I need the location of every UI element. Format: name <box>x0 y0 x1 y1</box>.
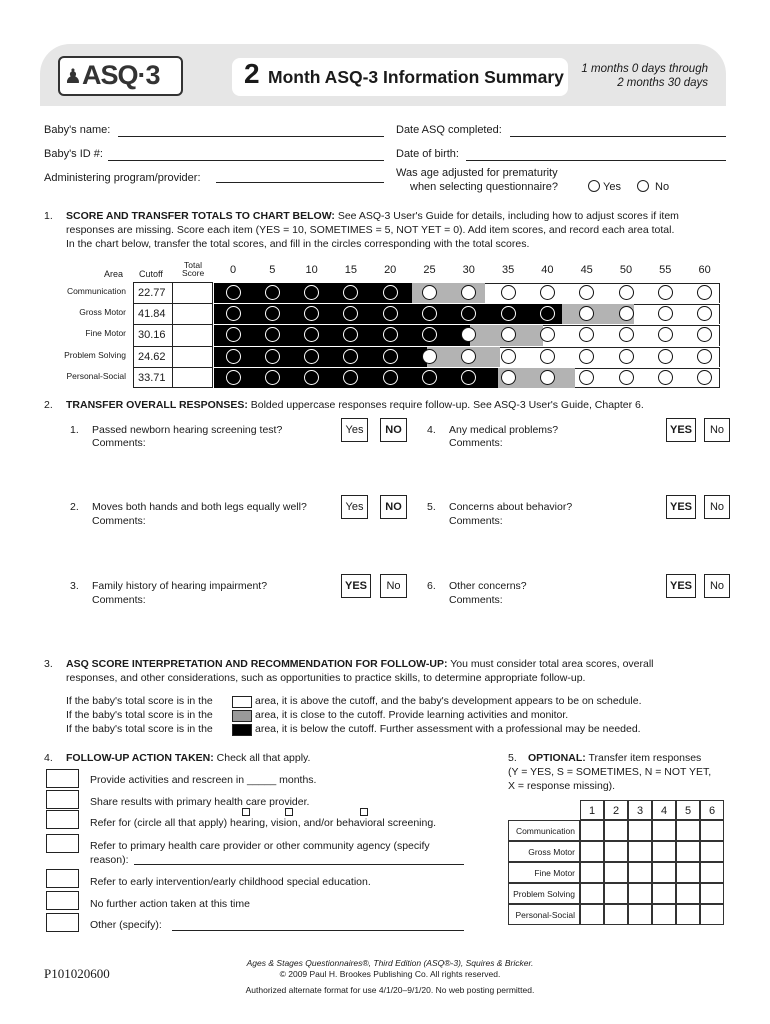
age-range-line2: 2 months 30 days <box>617 77 708 89</box>
scale-label-10: 10 <box>305 264 318 276</box>
score-chart <box>0 0 770 400</box>
q6-number: 6. <box>427 580 436 592</box>
q6-no-box[interactable]: No <box>704 574 730 598</box>
section4-intro <box>66 752 310 766</box>
grid-cell-problem-solving-6[interactable] <box>700 883 724 904</box>
interp-gray-lead: If the baby's total score is in the <box>66 709 213 721</box>
q1-text: Passed newborn hearing screening test? <box>92 424 283 436</box>
grid-cell-problem-solving-4[interactable] <box>652 883 676 904</box>
family-icon: ♟ <box>64 66 82 88</box>
score-circle-communication-35[interactable] <box>501 285 516 300</box>
grid-cell-fine-motor-6[interactable] <box>700 862 724 883</box>
q1-yes-box[interactable]: Yes <box>341 418 368 442</box>
score-circle-problem-solving-5[interactable] <box>265 349 280 364</box>
cutoff-cell-fine-motor: 30.16 <box>133 324 173 345</box>
grid-cell-personal-social-4[interactable] <box>652 904 676 925</box>
action-early-intervention-label: Refer to early intervention/early childhood special education. <box>90 876 371 888</box>
score-circle-gross-motor-55[interactable] <box>658 306 673 321</box>
grid-cell-personal-social-5[interactable] <box>676 904 700 925</box>
vision-checkbox[interactable] <box>285 808 293 816</box>
grid-cell-communication-5[interactable] <box>676 820 700 841</box>
action-refer-provider-label: Refer to primary health care provider or other community agency (specify <box>90 840 430 852</box>
score-circle-personal-social-55[interactable] <box>658 370 673 385</box>
area-label-problem-solving: Problem Solving <box>64 349 126 360</box>
score-circle-personal-social-60[interactable] <box>697 370 712 385</box>
score-circle-personal-social-50[interactable] <box>619 370 634 385</box>
section1-line1: See ASQ-3 User's Guide for details, including how to adjust scores if item <box>337 210 679 222</box>
score-circle-communication-5[interactable] <box>265 285 280 300</box>
section4-heading: FOLLOW-UP ACTION TAKEN: <box>66 752 214 764</box>
above-cutoff-zone-communication <box>485 283 720 303</box>
behavioral-checkbox[interactable] <box>360 808 368 816</box>
score-circle-communication-20[interactable] <box>383 285 398 300</box>
interp-black-text: area, it is below the cutoff. Further assessment with a professional may be needed. <box>255 723 641 735</box>
section2-heading: TRANSFER OVERALL RESPONSES: <box>66 399 248 411</box>
grid-col-header-6: 6 <box>700 800 724 820</box>
col-total-1: Total <box>184 260 202 270</box>
grid-row-label-problem-solving: Problem Solving <box>508 883 580 904</box>
grid-col-header-3: 3 <box>628 800 652 820</box>
action-none-label: No further action taken at this time <box>90 898 250 910</box>
score-circle-communication-50[interactable] <box>619 285 634 300</box>
q6-text: Other concerns? <box>449 580 527 592</box>
score-circle-problem-solving-40[interactable] <box>540 349 555 364</box>
q4-no-box[interactable]: No <box>704 418 730 442</box>
action-refer-provider-checkbox[interactable] <box>46 834 79 853</box>
section2-number: 2. <box>44 399 53 411</box>
score-circle-fine-motor-0[interactable] <box>226 327 241 342</box>
area-label-fine-motor: Fine Motor <box>85 328 126 339</box>
prematurity-yes-label: Yes <box>603 181 621 193</box>
black-zone-swatch <box>232 724 252 736</box>
score-circle-personal-social-30[interactable] <box>461 370 476 385</box>
score-circle-problem-solving-25[interactable] <box>422 349 437 364</box>
grid-cell-problem-solving-3[interactable] <box>628 883 652 904</box>
footer-line1: Ages & Stages Questionnaires®, Third Edition (ASQ®-3), Squires & Bricker. <box>246 958 534 968</box>
babys-name-label: Baby's name: <box>44 124 111 136</box>
grid-cell-gross-motor-1[interactable] <box>580 841 604 862</box>
grid-cell-gross-motor-6[interactable] <box>700 841 724 862</box>
scale-label-40: 40 <box>541 264 554 276</box>
total-score-cell-personal-social[interactable] <box>173 367 213 388</box>
prematurity-no-label: No <box>655 181 670 193</box>
score-circle-problem-solving-55[interactable] <box>658 349 673 364</box>
grid-cell-communication-3[interactable] <box>628 820 652 841</box>
total-score-cell-problem-solving[interactable] <box>173 346 213 367</box>
hearing-checkbox[interactable] <box>242 808 250 816</box>
q2-yes-box[interactable]: Yes <box>341 495 368 519</box>
provider-label: Administering program/provider: <box>44 172 201 184</box>
section5-number: 5. <box>508 752 517 764</box>
area-label-personal-social: Personal-Social <box>66 370 126 381</box>
grid-cell-fine-motor-3[interactable] <box>628 862 652 883</box>
form-code: P101020600 <box>44 966 110 981</box>
area-label-gross-motor: Gross Motor <box>79 307 126 318</box>
score-circle-personal-social-5[interactable] <box>265 370 280 385</box>
q1-no-box[interactable]: NO <box>380 418 407 442</box>
score-circle-problem-solving-0[interactable] <box>226 349 241 364</box>
scale-label-25: 25 <box>423 264 436 276</box>
score-circle-fine-motor-20[interactable] <box>383 327 398 342</box>
scale-label-60: 60 <box>698 264 711 276</box>
q2-comments: Comments: <box>92 515 146 527</box>
score-circle-gross-motor-0[interactable] <box>226 306 241 321</box>
refer-reason-field[interactable] <box>134 864 464 865</box>
section1-line3: In the chart below, transfer the total scores, and fill in the circles corresponding with the total scores. <box>66 238 530 250</box>
grid-row-label-fine-motor: Fine Motor <box>508 862 580 883</box>
scale-label-15: 15 <box>344 264 358 276</box>
score-circle-problem-solving-30[interactable] <box>461 349 476 364</box>
section3-line2: responses, and other considerations, such as opportunities to practice skills, to determine appropriate follow-up. <box>66 672 586 684</box>
section5-intro <box>528 752 701 766</box>
q6-yes-box[interactable]: YES <box>666 574 696 598</box>
section1-heading: SCORE AND TRANSFER TOTALS TO CHART BELOW: <box>66 210 335 222</box>
q6-comments: Comments: <box>449 594 503 606</box>
q3-no-box[interactable]: No <box>380 574 407 598</box>
total-score-cell-fine-motor[interactable] <box>173 324 213 345</box>
section3-intro <box>66 658 654 672</box>
grid-cell-personal-social-2[interactable] <box>604 904 628 925</box>
white-zone-swatch <box>232 696 252 708</box>
score-circle-problem-solving-45[interactable] <box>579 349 594 364</box>
cutoff-cell-problem-solving: 24.62 <box>133 346 173 367</box>
grid-cell-fine-motor-1[interactable] <box>580 862 604 883</box>
scale-label-0: 0 <box>229 264 237 276</box>
interp-gray-text: area, it is close to the cutoff. Provide learning activities and monitor. <box>255 709 569 721</box>
q1-comments: Comments: <box>92 437 146 449</box>
grid-col-header-1: 1 <box>580 800 604 820</box>
grid-col-header-2: 2 <box>604 800 628 820</box>
q4-yes-box[interactable]: YES <box>666 418 696 442</box>
section5-heading: OPTIONAL: <box>528 752 586 764</box>
total-score-cell-gross-motor[interactable] <box>173 303 213 324</box>
babys-id-label: Baby's ID #: <box>44 148 103 160</box>
grid-cell-communication-2[interactable] <box>604 820 628 841</box>
q4-text: Any medical problems? <box>449 424 559 436</box>
interp-white-text: area, it is above the cutoff, and the baby's development appears to be on schedule. <box>255 695 642 707</box>
q1-number: 1. <box>70 424 79 436</box>
grid-cell-fine-motor-5[interactable] <box>676 862 700 883</box>
grid-cell-fine-motor-2[interactable] <box>604 862 628 883</box>
section5-line2: (Y = YES, S = SOMETIMES, N = NOT YET, <box>508 766 712 778</box>
gray-zone-swatch <box>232 710 252 722</box>
logo-text: ASQ·3 <box>82 60 160 90</box>
section3-number: 3. <box>44 658 53 670</box>
grid-cell-fine-motor-4[interactable] <box>652 862 676 883</box>
section5-line3: X = response missing). <box>508 780 616 792</box>
score-circle-problem-solving-15[interactable] <box>343 349 358 364</box>
action-refer-screening-label: Refer for (circle all that apply) hearing, vision, and/or behavioral screening. <box>90 817 437 829</box>
grid-cell-communication-4[interactable] <box>652 820 676 841</box>
footer-line3: Authorized alternate format for use 4/1/20–9/1/20. No web posting permitted. <box>245 985 535 995</box>
score-circle-gross-motor-5[interactable] <box>265 306 280 321</box>
grid-cell-problem-solving-2[interactable] <box>604 883 628 904</box>
grid-col-header-4: 4 <box>652 800 676 820</box>
q5-comments: Comments: <box>449 515 503 527</box>
action-share-label: Share results with primary health care provider. <box>90 796 310 808</box>
scale-label-30: 30 <box>462 264 475 276</box>
q5-no-box[interactable]: No <box>704 495 730 519</box>
score-circle-personal-social-20[interactable] <box>383 370 398 385</box>
interp-white-lead: If the baby's total score is in the <box>66 695 213 707</box>
score-circle-gross-motor-50[interactable] <box>619 306 634 321</box>
section3-rest: You must consider total area scores, overall <box>450 658 654 670</box>
scale-label-5: 5 <box>269 264 276 276</box>
grid-cell-gross-motor-3[interactable] <box>628 841 652 862</box>
above-cutoff-zone-problem-solving <box>500 347 720 367</box>
score-circle-problem-solving-10[interactable] <box>304 349 319 364</box>
action-refer-screening-checkbox[interactable] <box>46 810 79 829</box>
section4-rest: Check all that apply. <box>216 752 311 764</box>
prematurity-question-1: Was age adjusted for prematurity <box>396 167 558 179</box>
grid-cell-gross-motor-5[interactable] <box>676 841 700 862</box>
score-circle-communication-60[interactable] <box>697 285 712 300</box>
score-circle-communication-0[interactable] <box>226 285 241 300</box>
col-total-2: Score <box>182 268 205 278</box>
title-number: 2 <box>244 58 260 89</box>
section5-rest: Transfer item responses <box>588 752 702 764</box>
grid-cell-problem-solving-5[interactable] <box>676 883 700 904</box>
action-other-label: Other (specify): <box>90 919 162 931</box>
q5-yes-box[interactable]: YES <box>666 495 696 519</box>
score-circle-fine-motor-35[interactable] <box>501 327 516 342</box>
score-circle-communication-40[interactable] <box>540 285 555 300</box>
other-specify-field[interactable] <box>172 930 464 931</box>
action-early-intervention-checkbox[interactable] <box>46 869 79 888</box>
score-circle-communication-55[interactable] <box>658 285 673 300</box>
area-label-communication: Communication <box>66 286 126 296</box>
action-none-checkbox[interactable] <box>46 891 79 910</box>
q2-number: 2. <box>70 501 79 513</box>
grid-cell-problem-solving-1[interactable] <box>580 883 604 904</box>
q3-yes-box[interactable]: YES <box>341 574 371 598</box>
section1-number: 1. <box>44 210 53 222</box>
score-circle-gross-motor-40[interactable] <box>540 306 555 321</box>
score-circle-problem-solving-50[interactable] <box>619 349 634 364</box>
action-refer-reason-label: reason): <box>90 854 129 866</box>
section4-number: 4. <box>44 752 53 764</box>
item-response-grid <box>508 800 726 926</box>
prematurity-question-2: when selecting questionnaire? <box>410 181 558 193</box>
q5-number: 5. <box>427 501 436 513</box>
section1-line2: responses are missing. Score each item (YES = 10, SOMETIMES = 5, NOT YET = 0). Add item scores, and record each area total. <box>66 224 675 236</box>
score-circle-personal-social-35[interactable] <box>501 370 516 385</box>
score-circle-communication-25[interactable] <box>422 285 437 300</box>
q2-no-box[interactable]: NO <box>380 495 407 519</box>
grid-cell-communication-1[interactable] <box>580 820 604 841</box>
score-circle-personal-social-40[interactable] <box>540 370 555 385</box>
score-circle-problem-solving-35[interactable] <box>501 349 516 364</box>
score-circle-personal-social-0[interactable] <box>226 370 241 385</box>
grid-row-label-gross-motor: Gross Motor <box>508 841 580 862</box>
section3-heading: ASQ SCORE INTERPRETATION AND RECOMMENDATION FOR FOLLOW-UP: <box>66 658 448 670</box>
score-circle-personal-social-25[interactable] <box>422 370 437 385</box>
cutoff-cell-personal-social: 33.71 <box>133 367 173 388</box>
grid-cell-personal-social-1[interactable] <box>580 904 604 925</box>
score-circle-communication-10[interactable] <box>304 285 319 300</box>
total-score-cell-communication[interactable] <box>173 282 213 303</box>
scale-label-55: 55 <box>659 264 672 276</box>
score-circle-gross-motor-20[interactable] <box>383 306 398 321</box>
col-area: Area <box>104 269 124 279</box>
q3-number: 3. <box>70 580 79 592</box>
action-other-checkbox[interactable] <box>46 913 79 932</box>
footer-line2: © 2009 Paul H. Brookes Publishing Co. All rights reserved. <box>279 969 501 979</box>
cutoff-cell-communication: 22.77 <box>133 282 173 303</box>
grid-row-label-communication: Communication <box>508 820 580 841</box>
grid-cell-gross-motor-4[interactable] <box>652 841 676 862</box>
q4-comments: Comments: <box>449 437 503 449</box>
q3-text: Family history of hearing impairment? <box>92 580 268 592</box>
q3-comments: Comments: <box>92 594 146 606</box>
page-title: Month ASQ-3 Information Summary <box>268 67 564 87</box>
score-circle-gross-motor-35[interactable] <box>501 306 516 321</box>
col-cutoff: Cutoff <box>139 269 163 279</box>
grid-cell-personal-social-6[interactable] <box>700 904 724 925</box>
score-circle-problem-solving-20[interactable] <box>383 349 398 364</box>
section2-intro <box>66 399 644 413</box>
date-of-birth-label: Date of birth: <box>396 148 459 160</box>
interp-black-lead: If the baby's total score is in the <box>66 723 213 735</box>
grid-cell-communication-6[interactable] <box>700 820 724 841</box>
grid-row-label-personal-social: Personal-Social <box>508 904 580 925</box>
score-circle-personal-social-10[interactable] <box>304 370 319 385</box>
scale-label-45: 45 <box>580 264 593 276</box>
age-range-line1: 1 months 0 days through <box>581 63 708 75</box>
grid-cell-personal-social-3[interactable] <box>628 904 652 925</box>
grid-col-header-5: 5 <box>676 800 700 820</box>
scale-label-20: 20 <box>384 264 397 276</box>
grid-cell-gross-motor-2[interactable] <box>604 841 628 862</box>
action-share-checkbox[interactable] <box>46 790 79 809</box>
date-completed-label: Date ASQ completed: <box>396 124 502 136</box>
action-rescreen-label: Provide activities and rescreen in _____ months. <box>90 774 317 786</box>
section2-rest: Bolded uppercase responses require follow-up. See ASQ-3 User's Guide, Chapter 6. <box>250 399 644 411</box>
scale-label-35: 35 <box>501 264 515 276</box>
cutoff-cell-gross-motor: 41.84 <box>133 303 173 324</box>
action-rescreen-checkbox[interactable] <box>46 769 79 788</box>
score-circle-problem-solving-60[interactable] <box>697 349 712 364</box>
scale-label-50: 50 <box>619 264 633 276</box>
q4-number: 4. <box>427 424 436 436</box>
score-circle-fine-motor-50[interactable] <box>619 327 634 342</box>
score-circle-personal-social-45[interactable] <box>579 370 594 385</box>
q5-text: Concerns about behavior? <box>449 501 573 513</box>
q2-text: Moves both hands and both legs equally well? <box>92 501 307 513</box>
